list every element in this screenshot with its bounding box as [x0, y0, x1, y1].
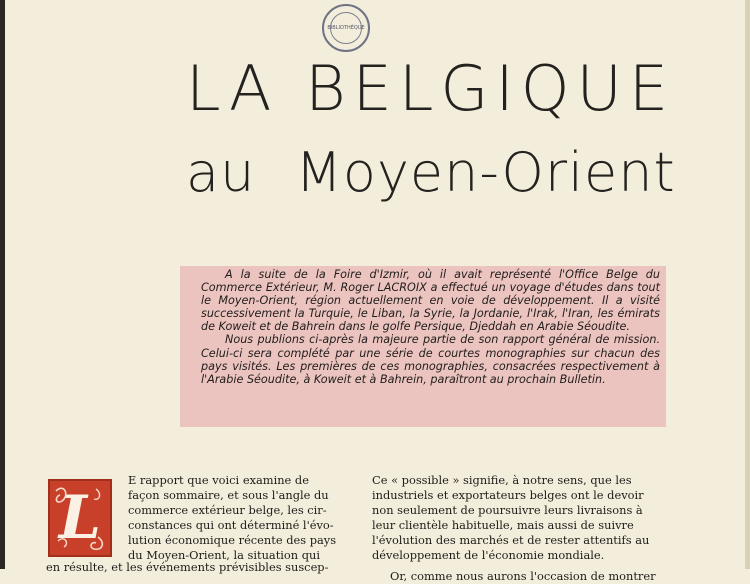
body-right-line: leur clientèle habituelle, mais aussi de suivre	[372, 518, 634, 532]
intro-line: prochain Bulletin.	[507, 372, 606, 386]
drop-cap-initial	[48, 479, 112, 557]
stamp-text: BIBLIOTHÈQUE	[327, 25, 365, 31]
page-binding-edge	[0, 0, 5, 569]
stamp-inner-ring	[327, 12, 365, 44]
intro-line: respectivement à l'Arabie Séoudite, à Koweit et à Bahrein, paraîtront au	[201, 359, 660, 386]
intro-line: chacun des pays visités. Les premières de ces monographies, consacrées	[201, 346, 660, 373]
body-left-line-4: constances qui ont déterminé l'évo-	[128, 518, 334, 532]
body-right-line: industriels et exportateurs belges ont le devoir	[372, 488, 644, 502]
body-right-line: l'évolution des marchés et de rester attentifs au	[372, 533, 650, 547]
intro-paragraph-2	[201, 333, 660, 385]
intro-line: Il a visité successivement la Turquie, le Liban, la Syrie, la Jordanie, l'Irak,	[201, 294, 660, 321]
article-title-line1: LA BELGIQUE	[186, 52, 676, 125]
body-right-line: développement de l'économie mondiale.	[372, 548, 605, 562]
intro-line: l'Iran, les émirats de Koweit et de Bahrein dans le golfe Persique, Djeddah	[201, 307, 661, 334]
article-title-line2	[186, 143, 676, 203]
drop-cap-letter: L	[58, 483, 102, 553]
body-left-line-3: commerce extérieur belge, les cir-	[128, 503, 327, 517]
intro-highlight-box	[180, 266, 666, 427]
body-left-line-1: E rapport que voici examine de	[128, 473, 309, 487]
intro-line: Commerce Extérieur, M. Roger LACROIX a effectué un voyage d'études	[201, 281, 603, 295]
body-right-line: Ce « possible » signifie, à notre sens, que les	[372, 473, 632, 487]
body-right-line: non seulement de poursuivre leurs livraisons à	[372, 503, 643, 517]
body-right-next-line: Or, comme nous aurons l'occasion de montrer	[390, 569, 656, 583]
body-right-column	[372, 473, 672, 584]
body-left-line-7: en résulte, et les événements prévisibles suscep-	[46, 560, 329, 574]
title-word-moyen-orient: Moyen-Orient	[295, 141, 676, 204]
intro-line: Nous publions ci-après la majeure partie de son rapport général de	[225, 333, 610, 347]
intro-line: mission. Celui-ci sera complété par une série de courtes monographies sur	[201, 333, 660, 360]
body-left-line-2: façon sommaire, et sous l'angle du	[128, 488, 329, 502]
intro-paragraph-1	[201, 268, 660, 333]
page-right-edge	[745, 0, 750, 569]
body-left-line-6: du Moyen-Orient, la situation qui	[128, 548, 321, 562]
intro-line: dans tout le Moyen-Orient, région actuellement en voie de développement.	[201, 281, 660, 308]
intro-line: en Arabie Séoudite.	[519, 320, 630, 334]
library-stamp	[322, 4, 370, 52]
intro-line: A la suite de la Foire d'Izmir, où il avait représenté l'Office Belge du	[225, 268, 660, 281]
body-left-line-5: lution économique récente des pays	[128, 533, 337, 547]
title-word-au: au	[186, 141, 256, 204]
drop-cap-ornament-icon	[50, 481, 110, 555]
